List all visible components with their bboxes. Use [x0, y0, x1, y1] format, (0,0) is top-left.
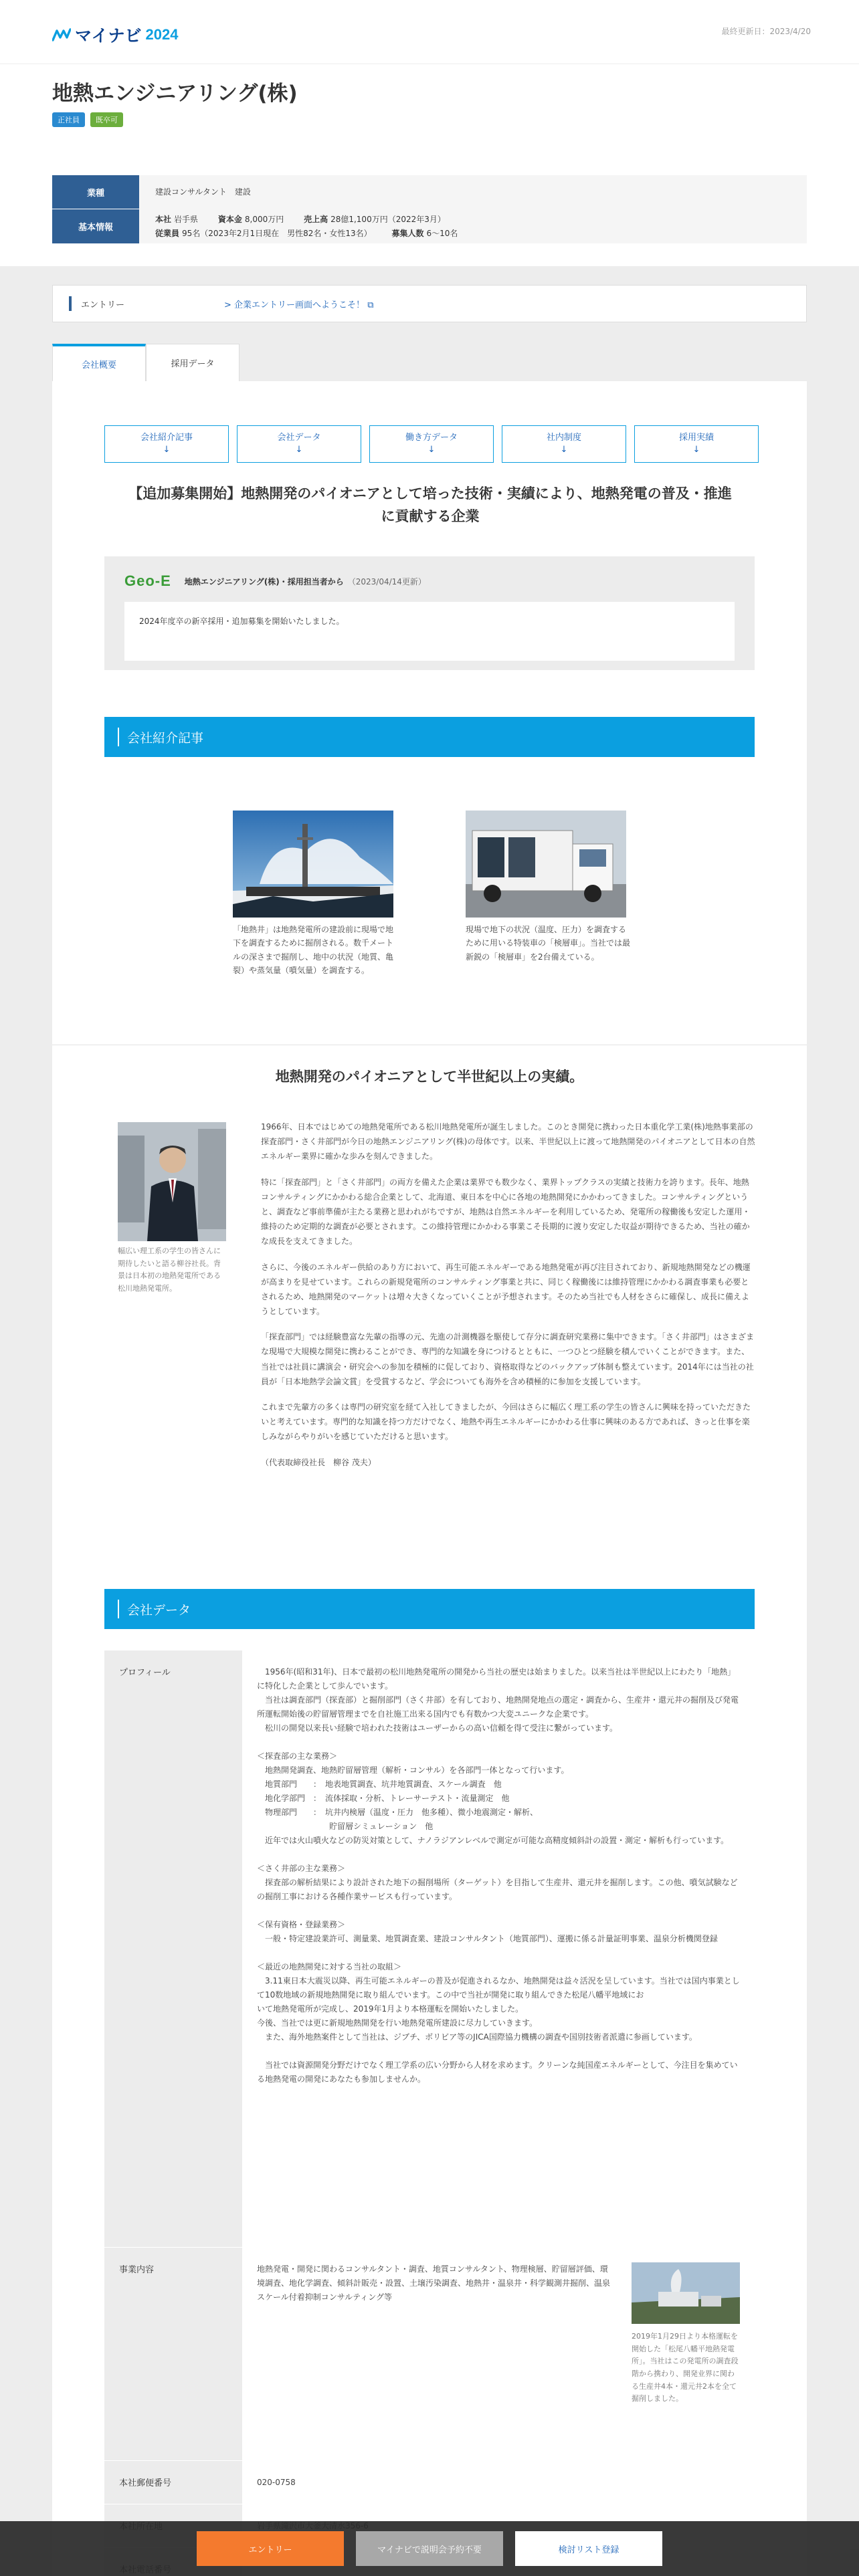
- hire-count-label: 募集人数: [391, 228, 424, 238]
- arrow-down-icon: ↓: [427, 445, 436, 455]
- company-name: 地熱エンジニアリング(株): [52, 82, 298, 106]
- company-data-table: [104, 1650, 755, 2576]
- anchor-company-data[interactable]: [237, 425, 361, 463]
- logo-text: マイナビ: [75, 27, 142, 45]
- briefing-button[interactable]: マイナビで説明会予約不要: [356, 2531, 503, 2566]
- company-header: [0, 64, 859, 161]
- left-photo-caption: 「地熱井」は地熱発電所の建設前に現場で地下を調査するために掘削される。数千メートルの深さまで掘削し、地中の状況（地質、亀裂）や蒸気量（噴気量）を調査する。: [233, 925, 394, 976]
- entry-link[interactable]: > 企業エントリー画面へようこそ！ ⧉: [224, 300, 374, 310]
- anchor-label: 採用実績: [678, 432, 714, 443]
- anchor-label: 社内制度: [546, 432, 581, 443]
- entry-bar: [52, 285, 807, 322]
- basic-info-table: [52, 175, 807, 243]
- right-photo-caption: 現場で地下の状況（温度、圧力）を調査するために用いる特装車の「検層車」。当社では最新鋭の「検層車」を2台備えている。: [466, 925, 631, 962]
- capital-value: 8,000万円: [244, 215, 284, 225]
- postal-value: 020-0758: [257, 2478, 296, 2487]
- message-date: （2023/04/14更新）: [347, 576, 426, 586]
- geo-e-logo: Geo-E: [124, 572, 171, 589]
- basic-row: [52, 209, 807, 243]
- sales-value: 28億1,100万円（2022年3月）: [330, 215, 446, 225]
- arrow-down-icon: ↓: [163, 445, 171, 455]
- arrow-down-icon: ↓: [295, 445, 303, 455]
- tab-recruit-data[interactable]: 採用データ: [146, 344, 240, 381]
- arrow-down-icon: ↓: [692, 445, 700, 455]
- entry-button[interactable]: エントリー: [197, 2531, 344, 2566]
- profile-label: プロフィール: [104, 1650, 242, 2247]
- bookmark-button[interactable]: 検討リスト登録: [515, 2531, 662, 2566]
- anchor-label: 働き方データ: [405, 432, 458, 443]
- power-plant-photo: [632, 2262, 740, 2324]
- mynavi-logo-icon: [52, 28, 71, 41]
- tabs: [52, 344, 240, 381]
- badge-graduate: 既卒可: [90, 112, 123, 127]
- hq-label: 本社: [155, 215, 172, 225]
- entry-link-text: 企業エントリー画面へようこそ！: [234, 300, 365, 310]
- message-body: 2024年度卒の新卒採用・追加募集を開始いたしました。: [124, 602, 735, 661]
- article-paragraph: 1966年、日本ではじめての地熱発電所である松川地熱発電所が誕生しました。このとき開発に携わった日本重化学工業(株)地熱事業部の探査部門・さく井部門が今日の地熱エンジニアリング(株)の母体です。以来、半世紀以上に渡って地熱開発のパイオニアとして日本の自然エネルギー業界に確かな歩みを刻んできました。: [261, 1122, 755, 1162]
- tab-company-overview[interactable]: 会社概要: [52, 344, 146, 381]
- table-row-business: [104, 2248, 755, 2461]
- sticky-footer: [0, 2521, 859, 2576]
- industry-row: [52, 175, 807, 209]
- section-company-data-heading: 会社データ: [104, 1589, 755, 1629]
- anchor-label: 会社データ: [277, 432, 321, 443]
- portrait-caption: 幅広い理工系の学生の皆さんに期待したいと語る柳谷社長。背景は日本初の地熱発電所である松川地熱発電所。: [118, 1247, 221, 1293]
- article-paragraph: 特に「探査部門」と「さく井部門」の両方を備えた企業は業界でも数少なく、業界トップクラスの実績と技術力を誇ります。長年、地熱コンサルティングにかかわる総合企業として、北海道、東日本を中心に各地の地熱開発にかかわってきました。コンサルティングというと、調査など事前準備が主たる業務と思われがちですが、地熱は自然エネルギーを利用しているため、発電所の稼働後も安定した運用・維持のため定期的な調査が必要とされます。この維持管理にかかわる事業こそ長期的に渡り安定した収益が期待できるため、当社の確かな成長を支えてきました。: [261, 1177, 751, 1247]
- top-area: [0, 0, 859, 266]
- industry-value: 建設コンサルタント 建設: [155, 187, 251, 197]
- table-row-profile: [104, 1650, 755, 2248]
- logging-truck-photo: [466, 811, 626, 918]
- anchor-internal-system[interactable]: [502, 425, 626, 463]
- header: [0, 0, 859, 64]
- basic-value: [139, 209, 474, 243]
- article-paragraph: さらに、今後のエネルギー供給のあり方において、再生可能エネルギーである地熱発電が再び注目されており、新規地熱開発などの機運が高まりを見せています。これらの新規発電所のコンサルティング事業と共に、同じく稼働後には維持管理にかかわる調査事業も必要とされるため、地熱開発のマーケットは増々大きくなっていくことが予想されます。そのため当社でも人材をさらに確保し、成長に備えようとしています。: [261, 1262, 751, 1317]
- headline: 【追加募集開始】地熱開発のパイオニアとして培った技術・実績により、地熱発電の普及・推進に貢献する企業: [128, 486, 732, 524]
- anchor-nav: [104, 425, 759, 463]
- business-photo-caption: 2019年1月29日より本格運転を開始した「松尾八幡平地熱発電所」。当社はこの発電所の調査段階から携わり、開発业界に関わる生産井4本・還元井2本を全て掘削しました。: [632, 2332, 739, 2403]
- basic-label: 基本情報: [52, 209, 139, 243]
- anchor-intro-article[interactable]: [104, 425, 229, 463]
- employees-value: 95名（2023年2月1日現在 男性82名・女性13名）: [182, 228, 372, 238]
- profile-value: 1956年(昭和31年)、日本で最初の松川地熱発電所の開発から当社の歴史は始まりました。以来当社は半世紀以上にわたり「地熱」に特化した企業として歩んでいます。 当社は調査部門（探査部）と掘削部門（さく井部）を有しており、地熱開発地点の選定・調査から、生産井・還元井の掘削及び発電所運転開始後の貯留層管理までを自社施工出来る国内でも有数かつ大変ユニークな企業です。 松川の開発以来長い経験で培われた技術はユーザーからの高い信頼を得て受注に繋がっています。 ＜探査部の主な業務＞ 地熱開発調査、地熱貯留層管理（解析・コンサル）を各部門一体となって行います。 地質部門 ： 地表地質調査、坑井地質調査、スケール調査 他 地化学部門 ： 流体採取・分析、トレーサーテスト・流量測定 他 物理部門 ： 坑井内検層（温度・圧力 他多種）、微小地震測定・解析、 貯留層シミュレーション 他 近年では火山噴火などの防災対策として、ナノラジアンレベルで測定が可能な高精度傾斜計の設置・測定・解析も行っています。 ＜さく井部の主な業務＞ 探査部の解析結果により設計された地下の掘削場所（ターゲット）を目指して生産井、還元井を掘削します。この他、噴気試験などの掘削工事における各種作業サービスも行っています。 ＜保有資格・登録業務＞ 一般・特定建設業許可、測量業、地質調査業、建設コンサルタント（地質部門）、運搬に係る計量証明事業、温泉分析機関登録 ＜最近の地熱開発に対する当社の取組＞ 3.11東日本大震災以降、再生可能エネルギーの普及が促進されるなか、地熱開発は益々活況を呈しています。当社では国内事業として10数地域の新規地熱開発に取り組んでいます。この中で当社が開発に取り組んできた松尾八幡平地域にお いて地熱発電所が完成し、2019年1月より本格運転を開始いたしました。 今後、当社では更に新規地熱開発を行い地熱発電所建設に尽力していきます。 また、海外地熱案件として当社は、ジブチ、ボリビア等のJICA国際協力機構の調査や国別技術者派遣に参画しています。 当社では資源開発分野だけでなく理工学系の広い分野から人材を求めます。クリーンな純国産エネルギーとして、今注目を集めている地熱発電の開発にあなたも参加しませんか。: [257, 1667, 740, 2084]
- anchor-workstyle-data[interactable]: [369, 425, 494, 463]
- last-updated: 最終更新日：2023/4/20: [721, 27, 811, 36]
- president-portrait: [118, 1122, 226, 1241]
- business-label: 事業内容: [104, 2248, 242, 2460]
- entry-label: エントリー: [69, 296, 216, 311]
- anchor-label: 会社紹介記事: [140, 432, 193, 443]
- badges: [52, 112, 123, 127]
- postal-label: 本社郵便番号: [104, 2461, 242, 2504]
- business-photo-block: [632, 2262, 740, 2446]
- external-link-icon: ⧉: [367, 300, 374, 310]
- article-signature: （代表取締役社長 柳谷 茂夫）: [261, 1457, 376, 1467]
- business-value: 地熱発電・開発に関わるコンサルタント・調査、地質コンサルタント、物理検層、貯留層評価、環境調査、地化学調査、傾斜計販売・設置、土壌汚染調査、地熱井・温泉井・科学観測井掘削、温泉スケール付着抑制コンサルティング等: [257, 2264, 611, 2302]
- article-body: [261, 1119, 756, 1481]
- logo-year: 2024: [145, 26, 179, 43]
- badge-fulltime: 正社員: [52, 112, 85, 127]
- anchor-hiring-record[interactable]: [634, 425, 759, 463]
- employees-label: 従業員: [155, 228, 180, 238]
- industry-label: 業種: [52, 175, 139, 209]
- capital-label: 資本金: [217, 215, 242, 225]
- article-title: 地熱開発のパイオニアとして半世紀以上の実績。: [275, 1069, 584, 1085]
- business-cell: [242, 2248, 755, 2460]
- message-from: 地熱エンジニアリング(株)・採用担当者から: [184, 576, 344, 586]
- recruiter-message: [104, 556, 755, 670]
- geothermal-well-photo: [233, 811, 393, 918]
- section-intro-heading: 会社紹介記事: [104, 717, 755, 757]
- article-paragraph: 「探査部門」では経験豊富な先輩の指導の元、先進の計測機器を駆使して存分に調査研究業務に集中できます。「さく井部門」はさまざまな現場で大規模な開発に携わることができ、専門的な知識を身につけるとともに、一つひとつ経験を積んでいくことができます。また、当社では社員に講演会・研究会への参加を積極的に促しており、資格取得などのバックアップ体制も整えています。2014年には当社の社員が「日本地熱学会論文賞」を受賞するなど、学会についても海外を含め積極的に参加を支援しています。: [261, 1332, 755, 1386]
- sales-label: 売上高: [304, 215, 328, 225]
- message-header: [124, 572, 426, 590]
- main-content: [52, 381, 807, 2576]
- article-paragraph: これまで先輩方の多くは専門の研究室を経て入社してきましたが、今回はさらに幅広く理工系の学生の皆さんに興味を持っていただきたいと考えています。専門的な知識を持つ方だけでなく、地熱や再生エネルギーにかかわる仕事に興味のある方であれば、きっと仕事を楽しみながらやりがいを感じていただけると思います。: [261, 1402, 751, 1442]
- table-row-postal: [104, 2461, 755, 2504]
- hq-value: 岩手県: [174, 215, 199, 225]
- hire-count-value: 6〜10名: [426, 228, 458, 238]
- arrow-down-icon: ↓: [560, 445, 568, 455]
- site-logo[interactable]: [52, 23, 178, 47]
